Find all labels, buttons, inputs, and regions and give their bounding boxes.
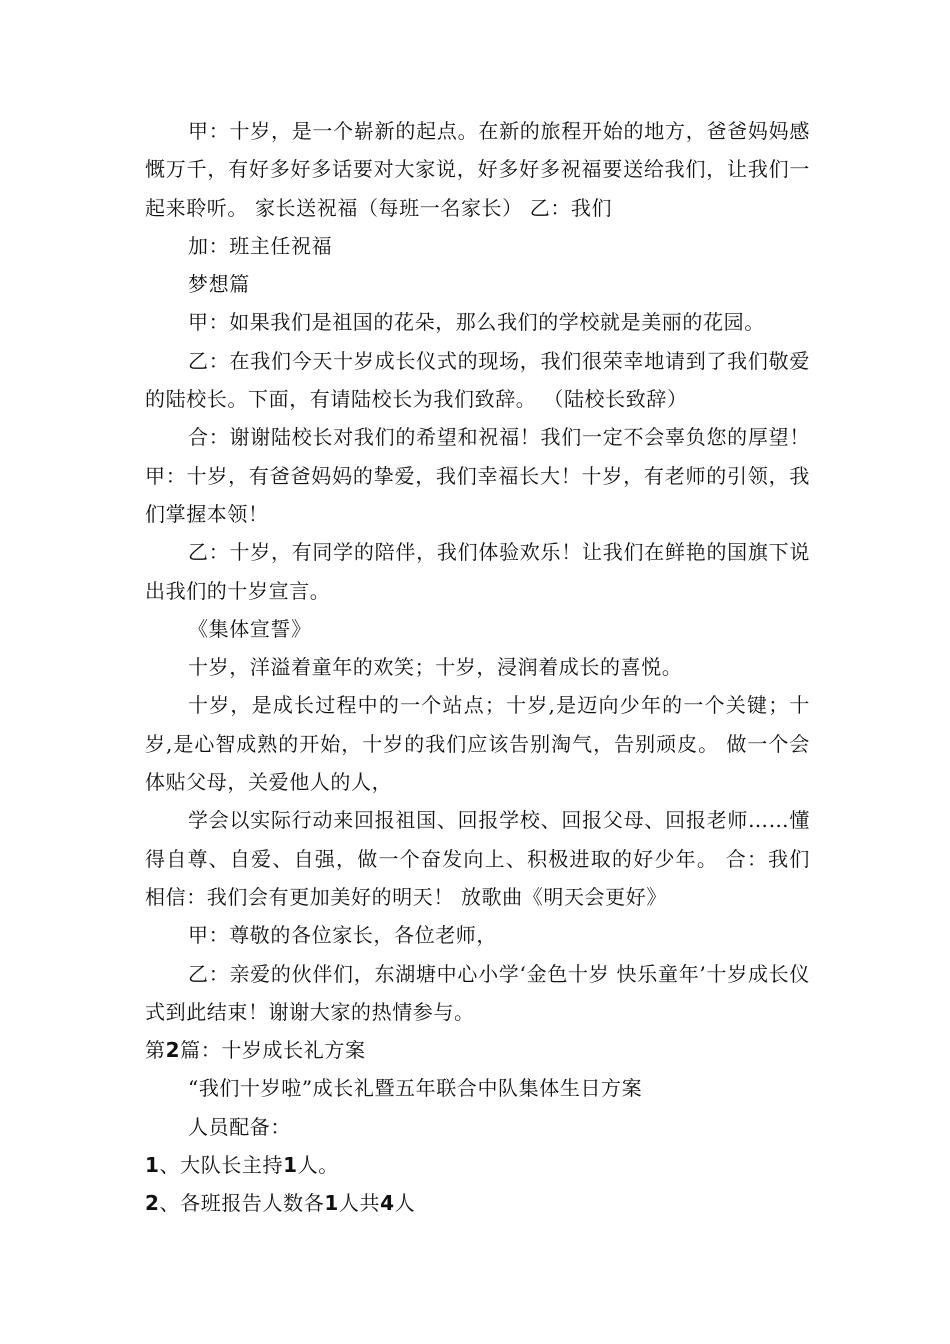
list-item-text: 人 (394, 1191, 416, 1216)
paragraph-classmates: 乙：十岁，有同学的陪伴，我们体验欢乐！让我们在鲜艳的国旗下说出我们的十岁宣言。 (145, 540, 810, 603)
paragraph-parents-blessing: 甲：十岁，是一个崭新的起点。在新的旅程开始的地方，爸爸妈妈感慨万千，有好多好多话要对大家说，好多好多祝福要送给我们，让我们一起来聆听。 家长送祝福（每班一名家长） 乙：我们 (145, 119, 810, 220)
section2-heading-num: 2 (165, 1038, 181, 1063)
paragraph-closing-1: 甲：尊敬的各位家长，各位老师， (188, 923, 497, 948)
paragraph-oath-2: 十岁，是成长过程中的一个站点；十岁,是迈向少年的一个关键；十岁,是心智成熟的开始，十岁的我们应该告别淘气，告别顽皮。 做一个会体贴父母，关爱他人的人， (145, 693, 810, 795)
staff-label: 人员配备： (188, 1114, 291, 1139)
paragraph-teacher-blessing: 加：班主任祝福 (188, 233, 333, 258)
list-item-text: 、各班报告人数各 (159, 1191, 325, 1216)
section-title-dream: 梦想篇 (188, 272, 250, 297)
paragraph-oath-3: 学会以实际行动来回报祖国、回报学校、回报父母、回报老师……懂得自尊、自爱、自强，做一个奋发向上、积极进取的好少年。 合：我们相信：我们会有更加美好的明天！ 放歌曲《明天会更好》 (145, 808, 810, 909)
paragraph-thanks: 合：谢谢陆校长对我们的希望和祝福！我们一定不会辜负您的厚望！ 甲：十岁，有爸爸妈妈的挚爱，我们幸福长大！十岁，有老师的引领，我们掌握本领！ (145, 425, 810, 526)
list-item-text: 人。 (297, 1153, 339, 1178)
list-item (145, 1184, 810, 1222)
list-item-text: 、大队长主持 (159, 1153, 284, 1178)
list-item-count: 1 (324, 1191, 339, 1216)
list-item-count: 1 (283, 1153, 298, 1178)
paragraph-oath-1: 十岁，洋溢着童年的欢笑；十岁，浸润着成长的喜悦。 (188, 655, 683, 680)
list-item-number: 2 (145, 1191, 160, 1216)
paragraph-principal-invite: 乙：在我们今天十岁成长仪式的现场，我们很荣幸地请到了我们敬爱的陆校长。下面，有请陆校长为我们致辞。 （陆校长致辞） (145, 348, 810, 412)
section2-heading (145, 1031, 810, 1069)
section2-heading-suffix: 篇：十岁成长礼方案 (180, 1038, 366, 1063)
section2-subtitle: “我们十岁啦”成长礼暨五年联合中队集体生日方案 (188, 1076, 643, 1101)
list-item-number: 1 (145, 1153, 160, 1178)
list-item-count: 4 (380, 1191, 395, 1216)
section2-heading-prefix: 第 (145, 1038, 166, 1063)
section-title-oath: 《集体宣誓》 (188, 616, 312, 641)
list-item (145, 1146, 810, 1184)
paragraph-flowers: 甲：如果我们是祖国的花朵，那么我们的学校就是美丽的花园。 (188, 310, 765, 335)
document-page (145, 112, 810, 1223)
list-item-text: 人共 (338, 1191, 381, 1216)
paragraph-closing-2: 乙：亲爱的伙伴们，东湖塘中心小学‘金色十岁 快乐童年’十岁成长仪式到此结束！谢谢大家的热情参与。 (145, 961, 810, 1024)
